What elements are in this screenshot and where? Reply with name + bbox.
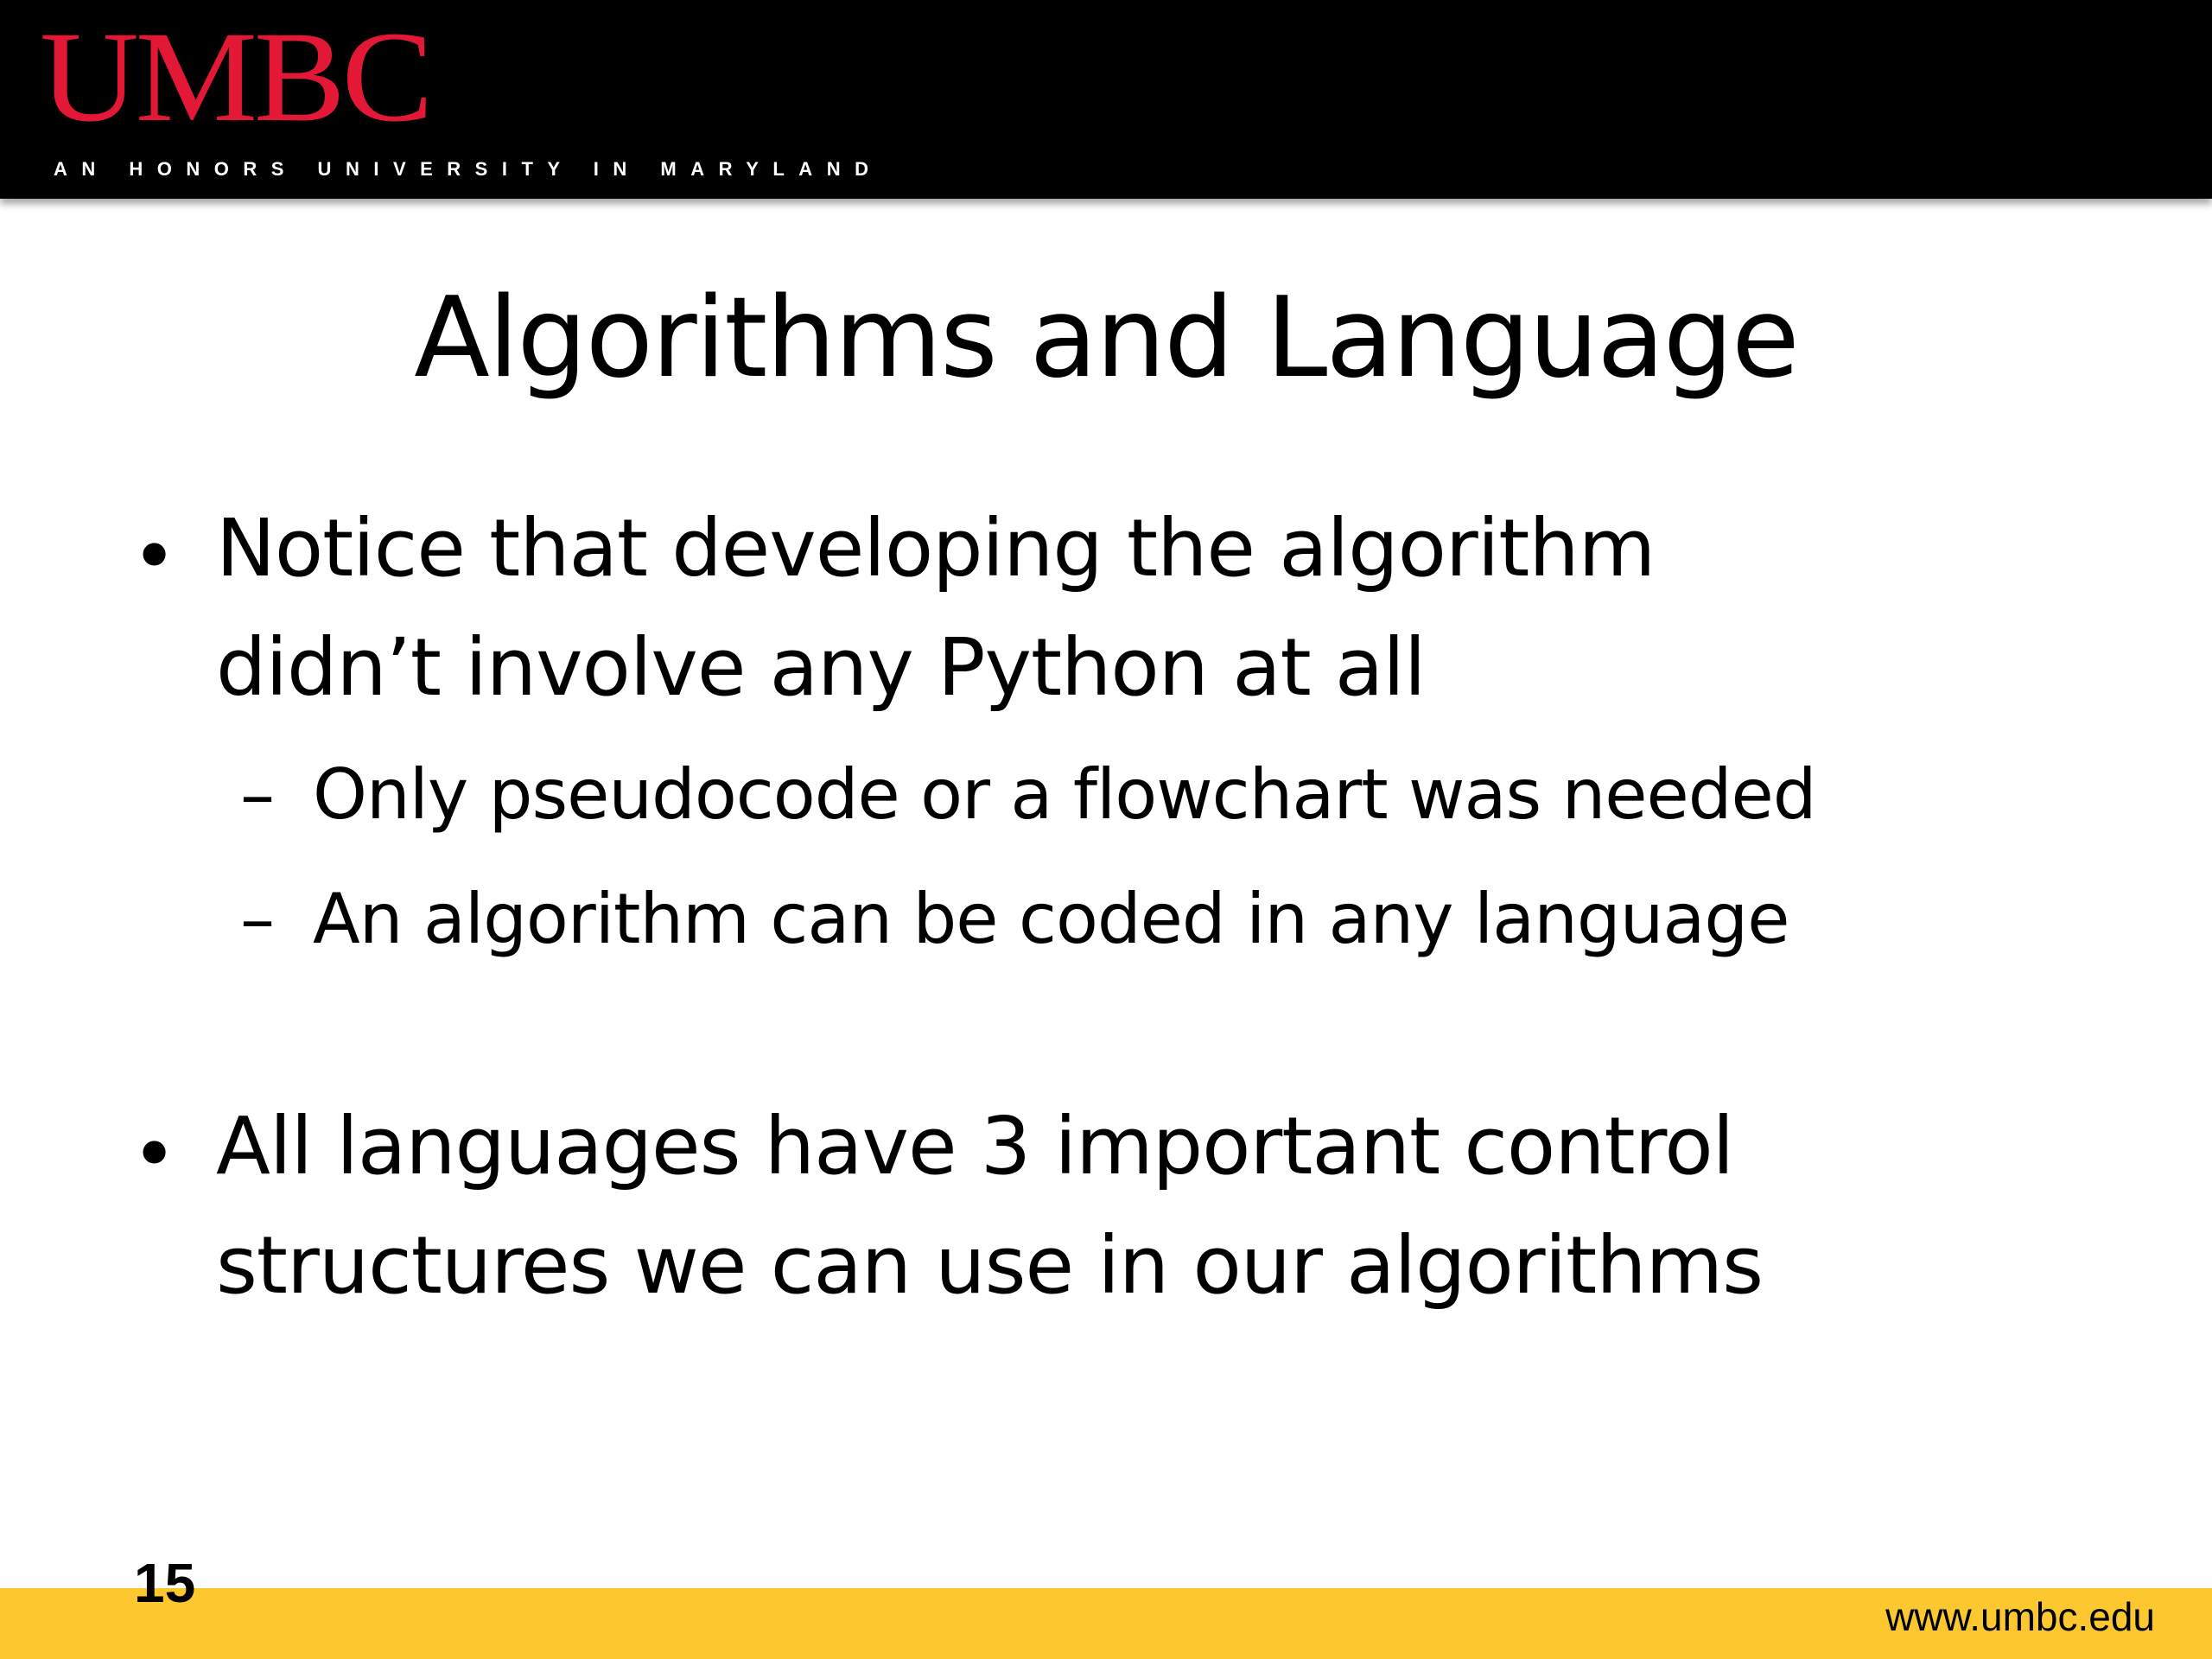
bullet-2-line-1: All languages have 3 important control bbox=[216, 1100, 1734, 1192]
sub-bullet-marker: – bbox=[240, 879, 275, 959]
slide-title: Algorithms and Language bbox=[414, 274, 1798, 403]
sub-bullet-2: An algorithm can be coded in any language bbox=[313, 879, 1789, 959]
logo-tagline: AN HONORS UNIVERSITY IN MARYLAND bbox=[54, 158, 883, 180]
bullet-1-line-1: Notice that developing the algorithm bbox=[216, 502, 1656, 594]
footer-bar bbox=[0, 1588, 2212, 1659]
page-number: 15 bbox=[134, 1552, 196, 1614]
umbc-logo: UMBC bbox=[40, 5, 430, 149]
sub-bullet-marker: – bbox=[240, 754, 275, 835]
bullet-2-line-2: structures we can use in our algorithms bbox=[216, 1219, 1764, 1312]
bullet-1-line-2: didn’t involve any Python at all bbox=[216, 621, 1426, 714]
bullet-marker: • bbox=[131, 1109, 178, 1200]
sub-bullet-1: Only pseudocode or a flowchart was needed bbox=[313, 754, 1816, 835]
footer-url: www.umbc.edu bbox=[1885, 1594, 2155, 1639]
bullet-marker: • bbox=[131, 512, 178, 602]
